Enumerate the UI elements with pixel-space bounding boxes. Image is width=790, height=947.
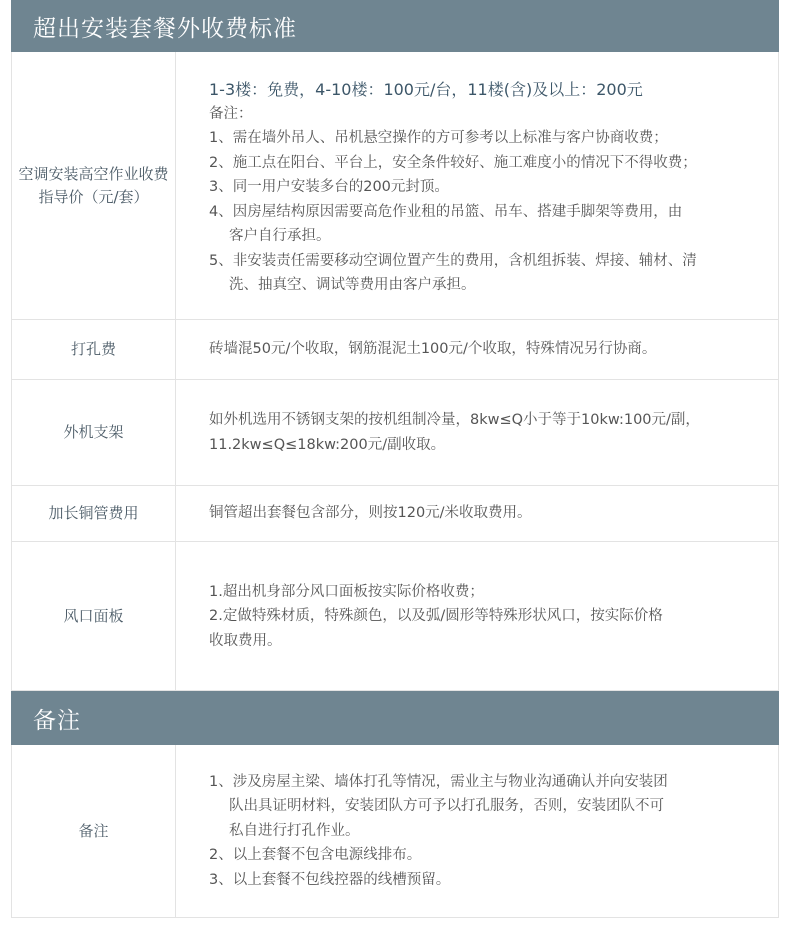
content-line: 11.2kw≤Q≤18kw:200元/副收取。: [209, 436, 446, 453]
section-title-text: 超出安装套餐外收费标准: [33, 15, 297, 42]
remark-line: 私自进行打孔作业。: [229, 822, 360, 839]
note-line: 洗、抽真空、调试等费用由客户承担。: [229, 277, 476, 293]
row-content: [176, 380, 778, 485]
content-line: 2.定做特殊材质，特殊颜色，以及弧/圆形等特殊形状风口，按实际价格: [209, 608, 663, 625]
table-row-drilling: [12, 320, 778, 380]
row-label: 备注: [12, 745, 176, 917]
table-row-copper-pipe: [12, 486, 778, 542]
note-line: 5、非安装责任需要移动空调位置产生的费用，含机组拆装、焊接、辅材、清: [209, 252, 697, 269]
content-line: 铜管超出套餐包含部分，则按120元/米收取费用。: [209, 505, 532, 522]
extra-fees-table: [11, 52, 779, 691]
price-summary: 1-3楼：免费，4-10楼：100元/台，11楼(含)及以上：200元: [209, 79, 643, 99]
section-title-text: 备注: [33, 707, 81, 734]
table-row-high-altitude: [12, 52, 778, 320]
content-line: 1.超出机身部分风口面板按实际价格收费；: [209, 583, 484, 600]
note-line: 2、施工点在阳台、平台上，安全条件较好、施工难度小的情况下不得收费；: [209, 154, 697, 171]
content-line: 如外机选用不锈钢支架的按机组制冷量，8kw≤Q小于等于10kw:100元/副，: [209, 412, 700, 428]
section-title-remarks: [11, 691, 779, 745]
note-line: 1、需在墙外吊人、吊机悬空操作的方可参考以上标准与客户协商收费；: [209, 130, 668, 146]
row-label: 外机支架: [12, 380, 176, 485]
note-title: 备注：: [209, 105, 253, 122]
note-line: 客户自行承担。: [229, 228, 331, 244]
remarks-table: [11, 745, 779, 918]
section-title-extra-fees: [11, 0, 779, 52]
table-row-vent-panel: [12, 542, 778, 691]
row-content: [176, 542, 778, 691]
row-content: [176, 745, 778, 917]
row-label: 空调安装高空作业收费指导价（元/套）: [12, 52, 176, 319]
row-label: 风口面板: [12, 542, 176, 691]
content-line: 收取费用。: [209, 632, 282, 649]
remark-line: 队出具证明材料，安装团队方可予以打孔服务，否则，安装团队不可: [229, 798, 664, 815]
table-row-bracket: [12, 380, 778, 486]
note-line: 4、因房屋结构原因需要高危作业租的吊篮、吊车、搭建手脚架等费用，由: [209, 203, 683, 220]
row-content: [176, 486, 778, 541]
note-line: 3、同一用户安装多台的200元封顶。: [209, 179, 449, 195]
content-line: 砖墙混50元/个收取，钢筋混泥土100元/个收取，特殊情况另行协商。: [209, 341, 657, 358]
row-content: [176, 52, 778, 319]
remark-line: 2、以上套餐不包含电源线排布。: [209, 847, 422, 864]
row-label: 打孔费: [12, 320, 176, 379]
table-row-remarks: [12, 745, 778, 917]
row-content: [176, 320, 778, 379]
remark-line: 1、涉及房屋主梁、墙体打孔等情况，需业主与物业沟通确认并向安装团: [209, 773, 668, 790]
remark-line: 3、以上套餐不包线控器的线槽预留。: [209, 871, 451, 888]
row-label: 加长铜管费用: [12, 486, 176, 541]
